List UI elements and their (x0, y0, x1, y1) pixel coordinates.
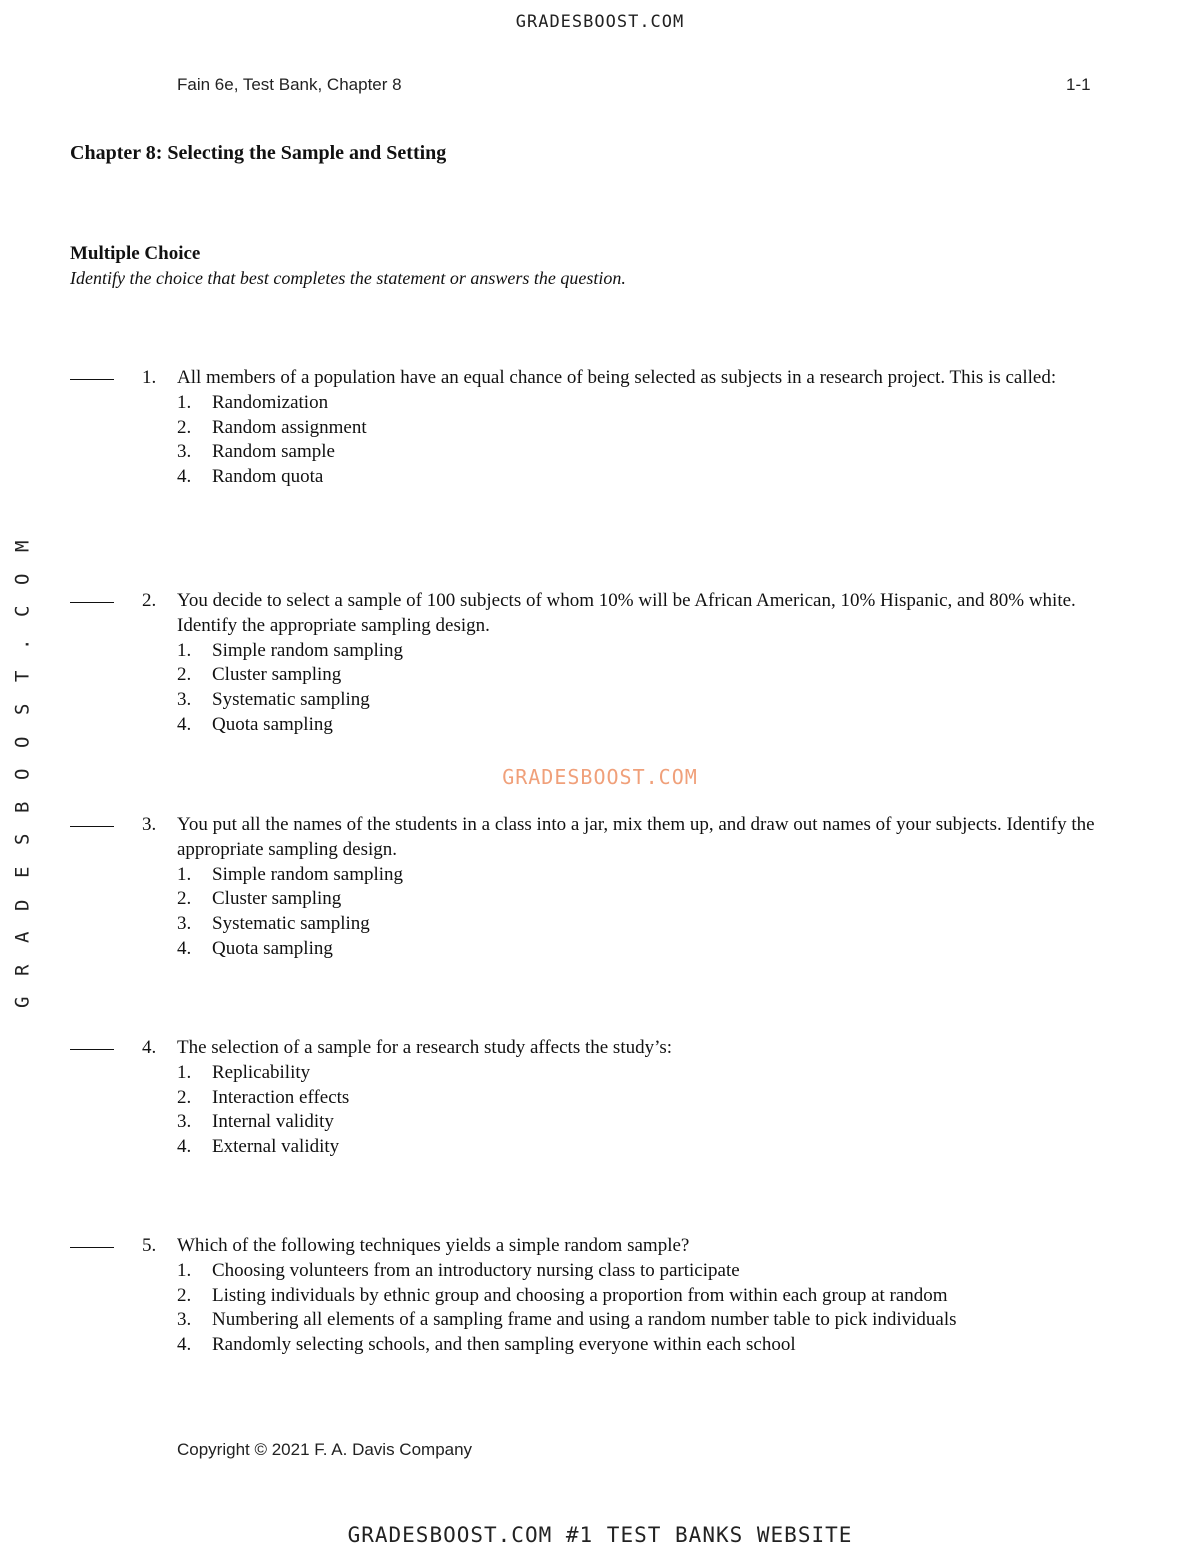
option-text: Simple random sampling (212, 863, 404, 885)
option-text: Systematic sampling (212, 689, 370, 711)
option-text: External validity (212, 1136, 340, 1158)
option-number: 1. (177, 1259, 192, 1281)
answer-option (177, 912, 1002, 937)
option-number: 1. (177, 639, 192, 661)
answer-blank[interactable] (70, 602, 114, 603)
side-watermark-letter: D (11, 899, 34, 911)
option-number: 3. (177, 689, 192, 711)
running-header-page-number: 1-1 (1066, 75, 1091, 94)
option-number: 4. (177, 1136, 192, 1158)
answer-option (177, 1284, 1002, 1309)
option-text: Choosing volunteers from an introductory nursing class to participate (212, 1259, 740, 1281)
option-text: Systematic sampling (212, 913, 370, 935)
answer-option (177, 416, 1002, 441)
bottom-watermark: GRADESBOOST.COM #1 TEST BANKS WEBSITE (347, 1523, 853, 1547)
side-watermark-letter: O (11, 768, 34, 781)
side-watermark-letter: C (11, 605, 34, 618)
option-number: 2. (177, 664, 192, 686)
running-header-title: Fain 6e, Test Bank, Chapter 8 (177, 75, 402, 94)
answer-options (70, 863, 1130, 962)
answer-option (177, 440, 1002, 465)
question-stem: You put all the names of the students in a class into a jar, mix them up, and draw out names of your subjects. Identify the appropriate sampling design. (177, 814, 1095, 860)
side-watermark-letter: M (11, 540, 34, 553)
section-heading: Multiple Choice (70, 243, 201, 264)
question-number: 3. (142, 814, 157, 835)
option-number: 2. (177, 888, 192, 910)
option-number: 1. (177, 863, 192, 885)
side-watermark-letter: . (11, 638, 34, 650)
answer-options (70, 1259, 1130, 1358)
answer-options (70, 1061, 1130, 1160)
option-number: 2. (177, 1086, 192, 1108)
side-watermark-letter: B (11, 801, 34, 813)
side-watermark-letter: S (11, 833, 34, 846)
answer-option (177, 713, 1002, 738)
option-text: Replicability (212, 1061, 311, 1083)
option-number: 4. (177, 713, 192, 735)
option-number: 2. (177, 416, 192, 438)
copyright-footer: Copyright © 2021 F. A. Davis Company (177, 1440, 473, 1459)
answer-options (70, 391, 1130, 490)
option-text: Simple random sampling (212, 639, 404, 661)
option-text: Quota sampling (212, 713, 333, 735)
question-item (70, 366, 1130, 490)
option-text: Randomization (212, 391, 329, 413)
option-number: 3. (177, 1111, 192, 1133)
option-text: Listing individuals by ethnic group and choosing a proportion from within each group at random (212, 1284, 948, 1306)
instructions: Identify the choice that best completes the statement or answers the question. (70, 268, 626, 288)
answer-option (177, 1333, 1002, 1358)
option-number: 3. (177, 913, 192, 935)
side-watermark-letter: E (11, 866, 34, 878)
question-stem: You decide to select a sample of 100 subjects of whom 10% will be African American, 10% Hispanic, and 80% white. Identify the appropriate sampling design. (177, 590, 1076, 636)
question-number: 2. (142, 590, 157, 611)
side-watermark-letter: A (11, 931, 34, 944)
mid-watermark: GRADESBOOST.COM (502, 765, 698, 789)
answer-blank[interactable] (70, 1247, 114, 1248)
question-item (70, 813, 1130, 962)
option-number: 2. (177, 1284, 192, 1306)
question-stem: Which of the following techniques yields a simple random sample? (177, 1235, 690, 1256)
answer-blank[interactable] (70, 826, 114, 827)
side-watermark-letter: O (11, 736, 34, 748)
option-number: 3. (177, 1309, 192, 1331)
option-text: Randomly selecting schools, and then sampling everyone within each school (212, 1334, 796, 1356)
option-number: 1. (177, 391, 192, 413)
answer-option (177, 863, 1002, 888)
answer-option (177, 663, 1002, 688)
option-number: 4. (177, 466, 192, 488)
side-watermark-letter: T (11, 670, 34, 683)
side-watermark-letter: S (11, 703, 34, 715)
question-number: 4. (142, 1037, 157, 1058)
side-watermark-letter: O (11, 573, 34, 585)
chapter-title: Chapter 8: Selecting the Sample and Setting (70, 142, 447, 164)
question-item (70, 1234, 1130, 1358)
option-number: 4. (177, 937, 192, 959)
option-text: Random quota (212, 466, 324, 488)
answer-option (177, 1110, 1002, 1135)
side-watermark-letter: R (11, 964, 34, 976)
answer-option (177, 639, 1002, 664)
question-number: 5. (142, 1235, 157, 1256)
answer-option (177, 1308, 1002, 1333)
answer-options (70, 639, 1130, 738)
option-text: Cluster sampling (212, 664, 342, 686)
question-item (70, 589, 1130, 738)
question-stem: All members of a population have an equal chance of being selected as subjects in a research project. This is called: (177, 367, 1057, 388)
answer-option (177, 887, 1002, 912)
option-text: Random assignment (212, 416, 367, 438)
answer-option (177, 465, 1002, 490)
option-number: 4. (177, 1334, 192, 1356)
option-text: Numbering all elements of a sampling frame and using a random number table to pick individuals (212, 1309, 957, 1331)
option-number: 3. (177, 441, 192, 463)
answer-option (177, 688, 1002, 713)
option-text: Interaction effects (212, 1086, 350, 1108)
option-text: Internal validity (212, 1111, 334, 1133)
answer-option (177, 1135, 1002, 1160)
option-text: Cluster sampling (212, 888, 342, 910)
answer-option (177, 391, 1002, 416)
answer-blank[interactable] (70, 379, 114, 380)
side-watermark-letter: G (11, 996, 34, 1009)
option-number: 1. (177, 1061, 192, 1083)
question-number: 1. (142, 367, 157, 388)
answer-option (177, 1259, 1002, 1284)
answer-blank[interactable] (70, 1049, 114, 1050)
answer-option (177, 1061, 1002, 1086)
question-item (70, 1036, 1130, 1160)
option-text: Quota sampling (212, 937, 333, 959)
top-watermark: GRADESBOOST.COM (515, 12, 685, 32)
option-text: Random sample (212, 441, 335, 463)
answer-option (177, 937, 1002, 962)
answer-option (177, 1086, 1002, 1111)
question-stem: The selection of a sample for a research study affects the study’s: (177, 1037, 673, 1058)
